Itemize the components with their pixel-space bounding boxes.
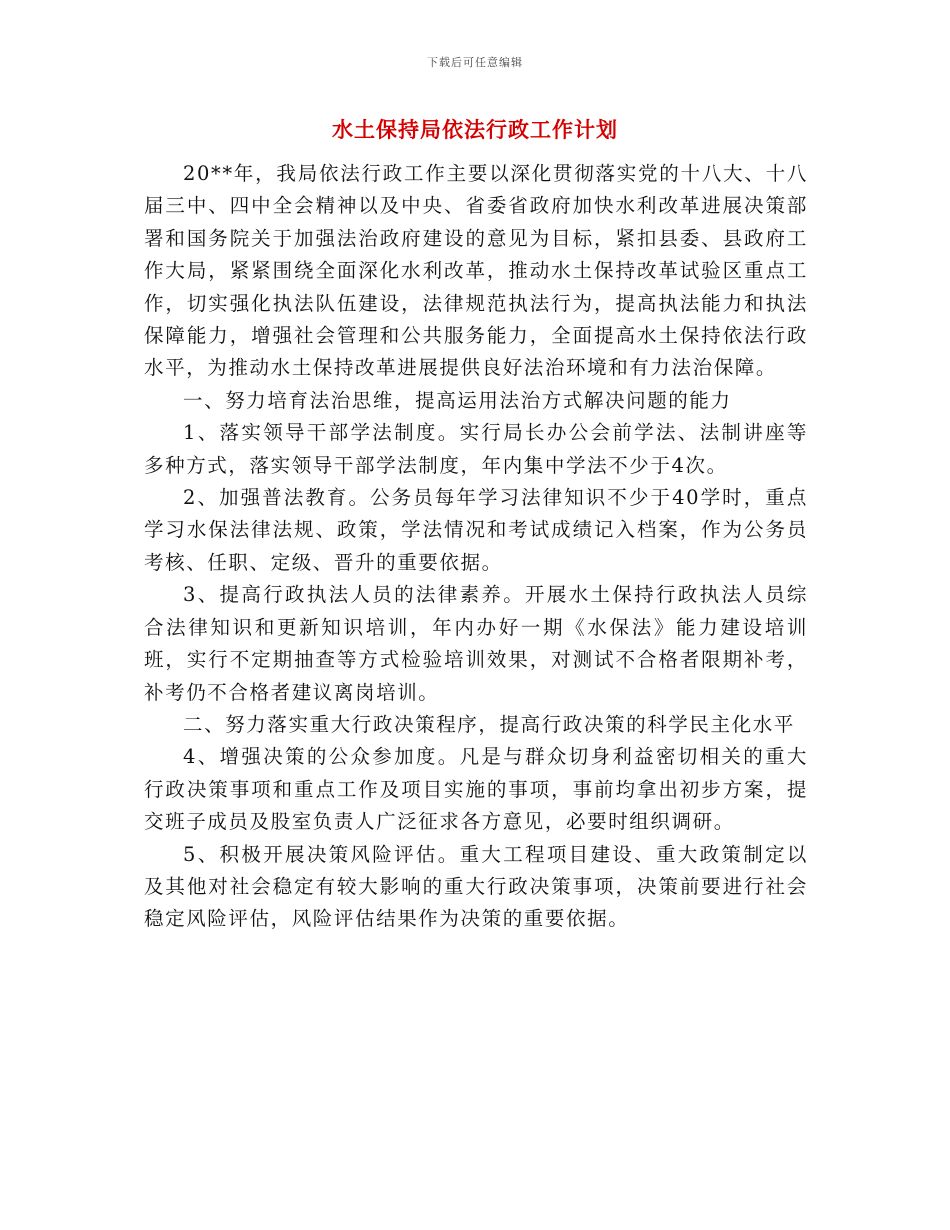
section-heading-2: 二、努力落实重大行政决策程序，提高行政决策的科学民主化水平	[183, 712, 795, 736]
paragraph-item-3: 3、提高行政执法人员的法律素养。开展水土保持行政执法人员综合法律知识和更新知识培训，年内办好一期《水保法》能力建设培训班，实行不定期抽查等方式检验培训效果，对测试不合格者限期补考，补考仍不合格者建议离岗培训。	[144, 583, 808, 704]
document-body	[144, 158, 808, 936]
paragraph-item-5: 5、积极开展决策风险评估。重大工程项目建设、重大政策制定以及其他对社会稳定有较大影响的重大行政决策事项，决策前要进行社会稳定风险评估，风险评估结果作为决策的重要依据。	[144, 842, 808, 931]
paragraph-intro: 20**年，我局依法行政工作主要以深化贯彻落实党的十八大、十八届三中、四中全会精神以及中央、省委省政府加快水利改革进展决策部署和国务院关于加强法治政府建设的意见为目标，紧扣县委、县政府工作大局，紧紧围绕全面深化水利改革，推动水土保持改革试验区重点工作，切实强化执法队伍建设，法律规范执法行为，提高执法能力和执法保障能力，增强社会管理和公共服务能力，全面提高水土保持依法行政水平，为推动水土保持改革进展提供良好法治环境和有力法治保障。	[144, 162, 808, 380]
section-heading-1: 一、努力培育法治思维，提高运用法治方式解决问题的能力	[183, 388, 732, 412]
paragraph-item-1: 1、落实领导干部学法制度。实行局长办公会前学法、法制讲座等多种方式，落实领导干部学法制度，年内集中学法不少于4次。	[144, 421, 808, 477]
paragraph-item-2: 2、加强普法教育。公务员每年学习法律知识不少于40学时，重点学习水保法律法规、政策，学法情况和考试成绩记入档案，作为公务员考核、任职、定级、晋升的重要依据。	[144, 486, 808, 574]
paragraph-item-4: 4、增强决策的公众参加度。凡是与群众切身利益密切相关的重大行政决策事项和重点工作及项目实施的事项，事前均拿出初步方案，提交班子成员及股室负责人广泛征求各方意见，必要时组织调研。	[144, 745, 808, 834]
document-title: 水土保持局依法行政工作计划	[332, 118, 618, 142]
header-note: 下载后可任意编辑	[427, 56, 523, 69]
